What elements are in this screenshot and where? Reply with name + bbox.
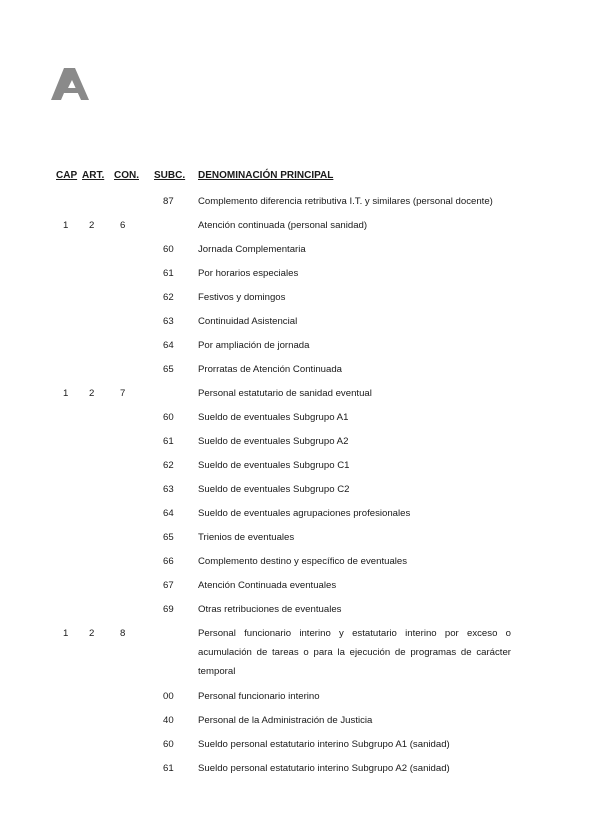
cell-con: 8: [120, 628, 126, 639]
cell-art: 2: [89, 220, 95, 231]
cell-denominacion: Complemento diferencia retributiva I.T. y similares (personal docente): [198, 196, 493, 207]
cell-subc: 66: [163, 556, 174, 567]
cell-denominacion: Sueldo de eventuales Subgrupo A2: [198, 436, 349, 447]
cell-subc: 62: [163, 292, 174, 303]
cell-denominacion: Trienios de eventuales: [198, 532, 295, 543]
cell-subc: 60: [163, 412, 174, 423]
cell-denominacion: Por ampliación de jornada: [198, 340, 310, 351]
cell-cap: 1: [63, 388, 69, 399]
cell-subc: 00: [163, 691, 174, 702]
cell-denominacion: Otras retribuciones de eventuales: [198, 604, 342, 615]
cell-subc: 64: [163, 508, 174, 519]
header-art: ART.: [82, 170, 105, 181]
cell-denominacion: Sueldo de eventuales Subgrupo A1: [198, 412, 349, 423]
cell-subc: 61: [163, 763, 174, 774]
cell-subc: 61: [163, 436, 174, 447]
cell-denominacion: Jornada Complementaria: [198, 244, 306, 255]
cell-denominacion: Sueldo de eventuales Subgrupo C2: [198, 484, 350, 495]
cell-cap: 1: [63, 220, 69, 231]
cell-art: 2: [89, 628, 95, 639]
cell-denominacion: Atención continuada (personal sanidad): [198, 220, 368, 231]
cell-subc: 63: [163, 484, 174, 495]
cell-con: 7: [120, 388, 126, 399]
cell-subc: 62: [163, 460, 174, 471]
header-subc: SUBC.: [154, 170, 186, 181]
cell-subc: 61: [163, 268, 174, 279]
cell-denominacion: Personal funcionario interino: [198, 691, 320, 702]
cell-denominacion: Prorratas de Atención Continuada: [198, 364, 342, 375]
cell-subc: 63: [163, 316, 174, 327]
cell-cap: 1: [63, 628, 69, 639]
cell-denominacion: Continuidad Asistencial: [198, 316, 298, 327]
cell-subc: 67: [163, 580, 174, 591]
cell-subc: 65: [163, 532, 174, 543]
cell-denominacion: Sueldo de eventuales agrupaciones profesionales: [198, 508, 411, 519]
cell-denominacion: Complemento destino y específico de eventuales: [198, 556, 408, 567]
cell-subc: 65: [163, 364, 174, 375]
cell-subc: 60: [163, 244, 174, 255]
cell-denominacion: Sueldo personal estatutario interino Subgrupo A2 (sanidad): [198, 763, 450, 774]
cell-denominacion: Personal de la Administración de Justicia: [198, 715, 373, 726]
cell-denominacion: Por horarios especiales: [198, 268, 299, 279]
cell-denominacion: Sueldo de eventuales Subgrupo C1: [198, 460, 350, 471]
cell-subc: 69: [163, 604, 174, 615]
cell-denominacion: Personal estatutario de sanidad eventual: [198, 388, 372, 399]
cell-denominacion: Festivos y domingos: [198, 292, 286, 303]
cell-art: 2: [89, 388, 95, 399]
header-con: CON.: [114, 170, 139, 181]
cell-denominacion: Sueldo personal estatutario interino Subgrupo A1 (sanidad): [198, 739, 450, 750]
cell-subc: 87: [163, 196, 174, 207]
cell-denominacion: Atención Continuada eventuales: [198, 580, 337, 591]
cell-subc: 60: [163, 739, 174, 750]
cell-subc: 40: [163, 715, 174, 726]
cell-subc: 64: [163, 340, 174, 351]
header-denominacion: DENOMINACIÓN PRINCIPAL: [198, 170, 334, 181]
cell-denominacion: Personal funcionario interino y estatutario interino por exceso o acumulación de tareas o para la ejecución de programas de carácter temporal: [198, 628, 511, 677]
header-cap: CAP: [56, 170, 78, 181]
cell-con: 6: [120, 220, 126, 231]
